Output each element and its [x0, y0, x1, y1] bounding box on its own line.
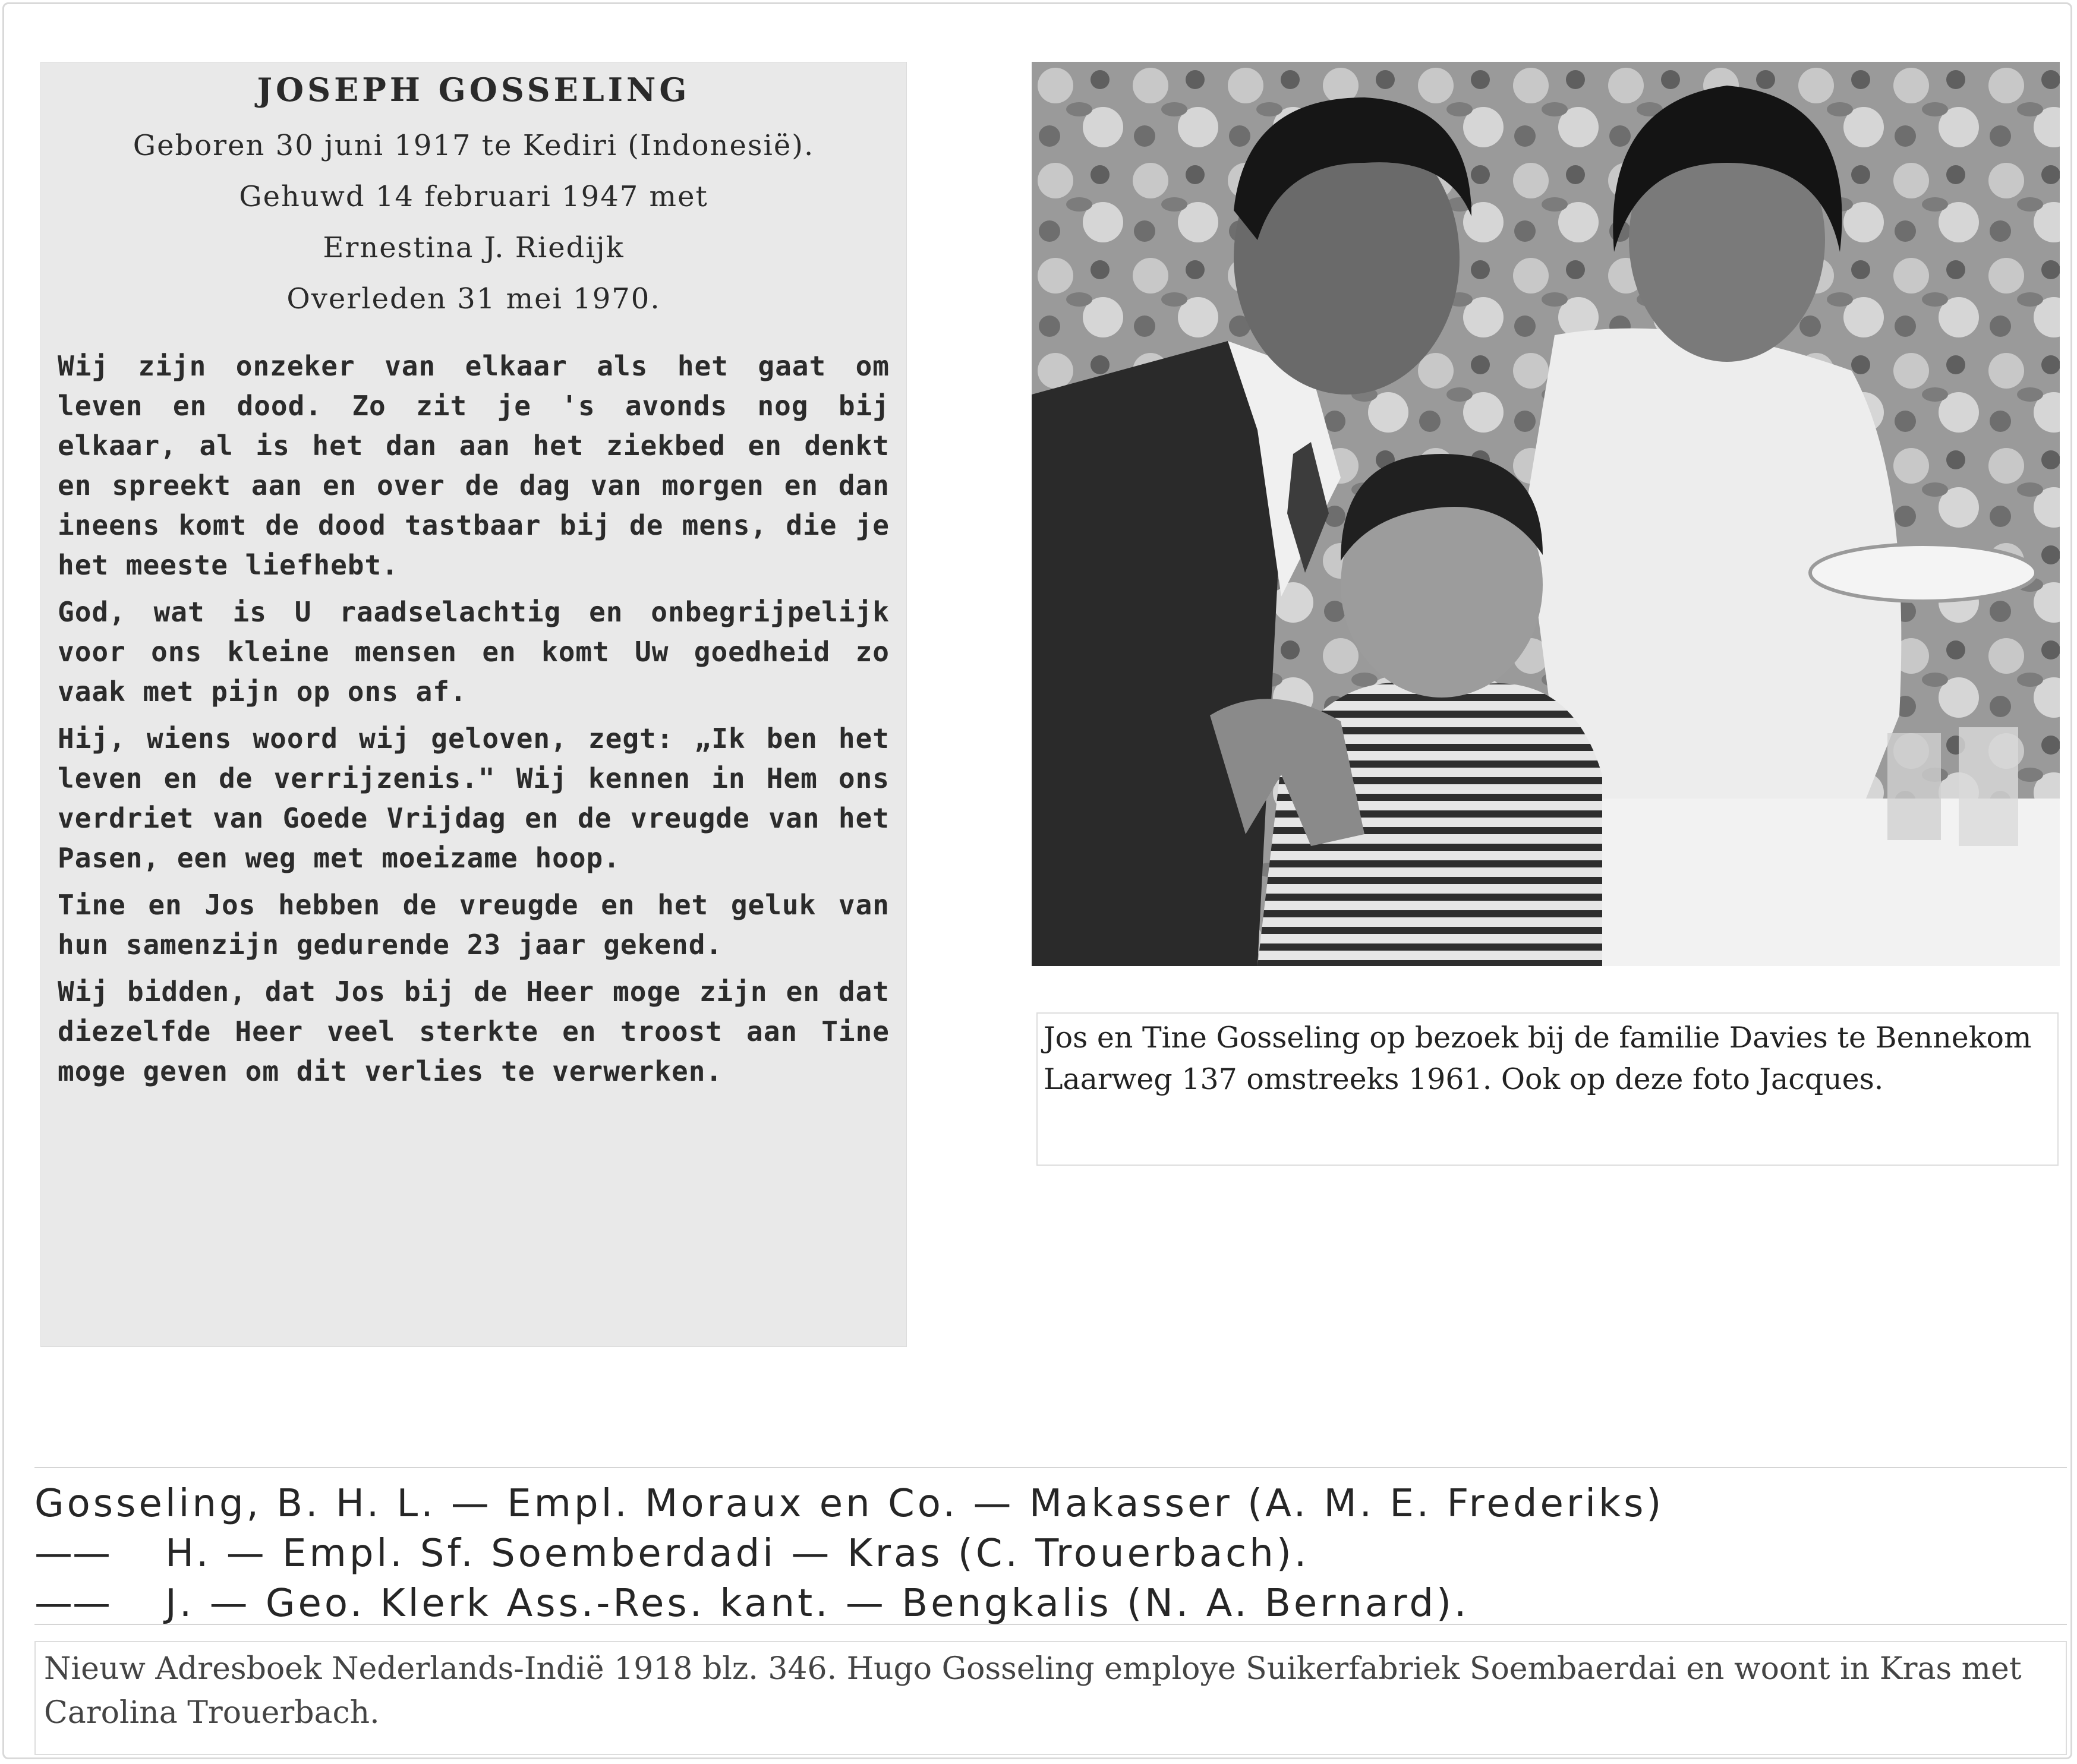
- directory-line-dash: ——: [34, 1532, 111, 1576]
- family-photo: [1032, 62, 2060, 966]
- directory-line-dash: ——: [34, 1582, 111, 1626]
- obituary-married: Gehuwd 14 februari 1947 met: [239, 180, 708, 213]
- obituary-died: Overleden 31 mei 1970.: [286, 282, 661, 315]
- directory-line-text: Gosseling, B. H. L. — Empl. Moraux en Co. — Makasser (A. M. E. Frederiks): [34, 1482, 1665, 1526]
- obituary-paragraph: God, wat is U raadselachtig en onbegrijpelijk voor ons kleine mensen en komt Uw goedheid zo vaak met pijn op ons af.: [58, 596, 890, 708]
- directory-line: [34, 1579, 2067, 1629]
- source-caption: Nieuw Adresboek Nederlands-Indië 1918 blz. 346. Hugo Gosseling employe Suikerfabriek Soembaerdai en woont in Kras met Carolina Trouerbach.: [34, 1641, 2067, 1755]
- obituary-paragraph: Wij bidden, dat Jos bij de Heer moge zijn en dat diezelfde Heer veel sterkte en troost aan Tine moge geven om dit verlies te verwerken.: [58, 976, 890, 1087]
- directory-clipping: [34, 1467, 2067, 1625]
- directory-line: [34, 1479, 2067, 1529]
- obituary-name: JOSEPH GOSSELING: [257, 71, 691, 109]
- directory-line-text: J. — Geo. Klerk Ass.-Res. kant. — Bengkalis (N. A. Bernard).: [165, 1582, 1470, 1626]
- directory-line: [34, 1529, 2067, 1579]
- obituary-born: Geboren 30 juni 1917 te Kediri (Indonesië).: [133, 129, 815, 162]
- obituary-paragraph: Hij, wiens woord wij geloven, zegt: „Ik ben het leven en de verrijzenis." Wij kennen in Hem ons verdriet van Goede Vrijdag en de vreugde van het Pasen, een weg met moeizame hoop.: [58, 722, 890, 874]
- obituary-paragraph: Wij zijn onzeker van elkaar als het gaat om leven en dood. Zo zit je 's avonds nog bij elkaar, al is het dan aan het ziekbed en denkt en spreekt aan en over de dag van morgen en dan ineens komt de dood tastbaar bij de mens, die je het meeste liefhebt.: [58, 350, 890, 581]
- photo-caption: Jos en Tine Gosseling op bezoek bij de familie Davies te Bennekom Laarweg 137 omstreeks 1961. Ook op deze foto Jacques.: [1036, 1012, 2059, 1166]
- obituary-spouse: Ernestina J. Riedijk: [323, 231, 625, 264]
- obituary-clipping: [40, 62, 907, 1347]
- obituary-paragraph: Tine en Jos hebben de vreugde en het geluk van hun samenzijn gedurende 23 jaar gekend.: [58, 889, 890, 961]
- family-photo-illustration: [1032, 62, 2060, 966]
- directory-line-text: H. — Empl. Sf. Soemberdadi — Kras (C. Trouerbach).: [165, 1532, 1310, 1576]
